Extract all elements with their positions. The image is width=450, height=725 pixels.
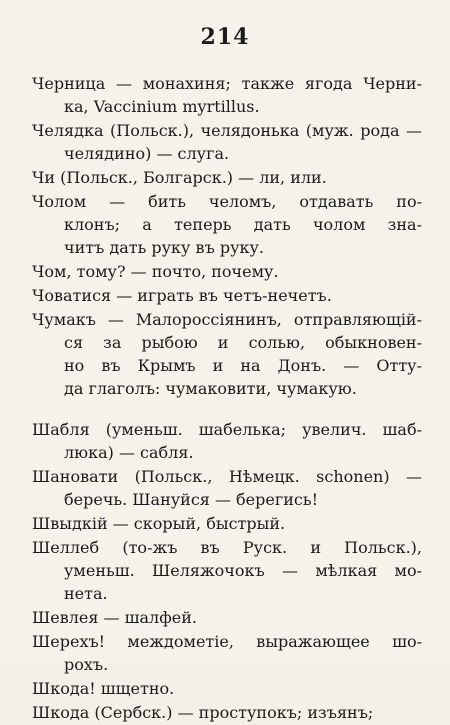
entry-line: нета. bbox=[64, 584, 108, 603]
entry-chovatisya bbox=[32, 284, 422, 307]
entry-line: беречь. Шануйся — берегись! bbox=[64, 490, 318, 509]
entry-line: Черница — монахиня; также ягода Черни- bbox=[32, 74, 422, 93]
entry-chom bbox=[32, 260, 422, 283]
entry-line: Швыдкій — скорый, быстрый. bbox=[32, 514, 286, 533]
entry-shablya bbox=[32, 418, 422, 464]
entry-shanovati bbox=[32, 465, 422, 511]
entry-line: уменьш. Шеляжочокъ — мѣлкая мо- bbox=[64, 561, 422, 580]
entry-line: Шановати (Польск., Нѣмецк. schonen) — bbox=[32, 467, 422, 486]
entry-line: Чом, тому? — почто, почему. bbox=[32, 262, 279, 281]
dictionary-entries bbox=[32, 72, 422, 725]
entry-line: ка, Vaccinium myrtillus. bbox=[64, 97, 260, 116]
entry-line: клонъ; а теперь дать чолом зна- bbox=[64, 215, 422, 234]
entry-line: Човатися — играть въ четъ-нечетъ. bbox=[32, 286, 332, 305]
entry-line: рохъ. bbox=[64, 655, 109, 674]
entry-cholom bbox=[32, 190, 422, 259]
page-number: 214 bbox=[200, 24, 250, 50]
entry-line: Шабля (уменьш. шабелька; увелич. шаб- bbox=[32, 420, 422, 439]
entry-chernitsa bbox=[32, 72, 422, 118]
entry-line: ся за рыбою и солью, обыкновен- bbox=[64, 333, 422, 352]
entry-line: Чи (Польск., Болгарск.) — ли, или. bbox=[32, 168, 327, 187]
entry-line: Шевлея — шалфей. bbox=[32, 608, 197, 627]
entry-line: челядино) — слуга. bbox=[64, 144, 230, 163]
entry-line: Шерехъ! междометіе, выражающее шо- bbox=[32, 632, 422, 651]
entry-shevleya bbox=[32, 606, 422, 629]
entry-line: Шкода (Сербск.) — проступокъ; изъянъ; bbox=[32, 703, 374, 722]
entry-line: но въ Крымъ и на Донъ. — Отту- bbox=[64, 356, 422, 375]
entry-shelleb bbox=[32, 536, 422, 605]
entry-chelyadka bbox=[32, 119, 422, 165]
entry-shkoda-serbian bbox=[32, 701, 422, 724]
entry-line: Шеллеб (то-жъ въ Руск. и Польск.), bbox=[32, 538, 422, 557]
entry-line: Шкода! шщетно. bbox=[32, 679, 175, 698]
entry-line: Чолом — бить челомъ, отдавать по- bbox=[32, 192, 422, 211]
entry-line: люка) — сабля. bbox=[64, 443, 194, 462]
entry-shereh bbox=[32, 630, 422, 676]
entry-line: Чумакъ — Малороссіянинъ, отправляющій- bbox=[32, 310, 422, 329]
entry-line: читъ дать руку въ руку. bbox=[64, 238, 264, 257]
entry-line: Челядка (Польск.), челядонька (муж. рода — bbox=[32, 121, 422, 140]
entry-line: да глаголъ: чумаковити, чумакую. bbox=[64, 379, 357, 398]
entry-chumak bbox=[32, 308, 422, 400]
entry-shvydkiy bbox=[32, 512, 422, 535]
entry-shkoda-interjection bbox=[32, 677, 422, 700]
entry-chi bbox=[32, 166, 422, 189]
